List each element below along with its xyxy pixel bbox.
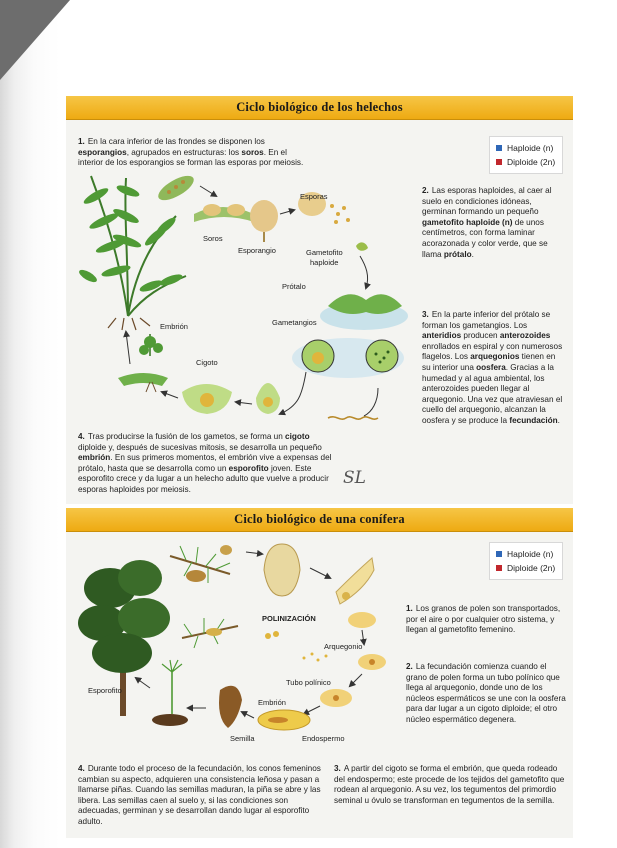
pine-branch-cones-icon [170,545,232,583]
gametangios-icon [292,338,404,378]
label-soros: Soros [203,234,223,243]
conifer-step-1: 1. Los granos de polen son transportados, por el aire o por cualquier otro sistema, y llegan al gametofito femenino. [406,604,561,635]
pollen-grains-icon [265,631,328,662]
label-esporangio: Esporangio [238,246,276,255]
label-polinizacion: POLINIZACIÓN [262,614,316,623]
ovule-icon [336,558,374,604]
legend-haploid: Haploide (n) [496,547,556,561]
textbook-page [66,96,573,840]
label-esporofito: Esporofito [88,686,122,695]
fern-step-2: 2. Las esporas haploides, al caer al suelo en condiciones idóneas, germinan formando un pequeño gametofito haploide (n) de unos centímetros, con forma laminar acorazonada y color verde, que se llama prótalo. [422,186,552,259]
legend-diploid: Diploide (2n) [496,155,556,169]
conifer-cycle-section [66,508,573,838]
label-semilla: Semilla [230,734,255,743]
conifer-step-4: 4. Durante todo el proceso de la fecundación, los conos femeninos cambian su aspecto, adquieren una consistencia leñosa y pasan a llamarse piñas. Cuando las semillas maduran, la piña se abre y las libera. Las semillas caen al suelo y, si las condiciones son adecuadas, germinan y se desarrollan dando lugar al esporofito adulto. [78,764,321,826]
fern-step-4: 4. Tras producirse la fusión de los gametos, se forma un cigoto diploide y, después de sucesivas mitosis, se desarrolla un pequeño embrión. En sus primeros momentos, el embrión vive a expensas del prótalo, hasta que se desarrolla como un esporofito joven. Este esporofito crece y da lugar a un helecho adulto que vuelve a producir esporas haploides por meiosis. [78,432,332,494]
female-gametophyte-icon [348,612,376,628]
legend-diploid: Diploide (2n) [496,561,556,575]
conifer-cycle-illustration [66,508,573,838]
male-branch-icon [182,618,238,648]
label-embrion: Embrión [258,698,286,707]
handwritten-signature: SL [343,468,366,488]
fern-step-1: 1. En la cara inferior de las frondes se disponen los esporangios, agrupados en estructuras: los soros. En el interior de los esporangios se forman las esporas por meiosis. [78,137,304,168]
seed-icon [219,686,242,728]
soros-icon [194,204,254,222]
fern-cycle-illustration [66,96,573,504]
fern-title: Ciclo biológico de los helechos [236,100,403,114]
legend-haploid: Haploide (n) [496,141,556,155]
label-gametofito: Gametofito [306,248,343,257]
label-tubo-polinico: Tubo polínico [286,678,331,687]
label-cigoto: Cigoto [196,358,218,367]
fern-cycle-section [66,96,573,504]
label-arquegonio: Arquegonio [324,642,363,651]
cone-scale-icon [264,544,300,596]
label-protalo: Prótalo [282,282,306,291]
germinating-spore-icon [356,242,368,250]
anterozoide-icon [328,417,378,419]
esporangio-icon [250,200,278,242]
protalo-icon [320,294,408,330]
conifer-step-3: 3. A partir del cigoto se forma el embrión, que queda rodeado del endospermo; este procede de los tejidos del gametofito que rodean al arquegonio. A su vez, los tegumentos del primordio seminal u óvulo se transforman en tegumentos de la semilla. [334,764,565,805]
seedling-icon [152,660,188,726]
fern-step-3: 3. En la parte inferior del prótalo se forman los gametangios. Los anteridios producen anterozoides enrollados en espiral y con numerosos flagelos. Los arquegonios tienen en su interior una oosfera. Gracias a la humedad y al agua ambiental, los anterozoides pueden llegar al arquegonio. Una vez que atraviesan el cuello del arquegonio, alcanzan la oosfera y se produce la fecundación. [422,310,563,425]
label-haploide: haploide [310,258,339,267]
label-embrion: Embrión [160,322,188,331]
embrion-icon [118,334,168,392]
folded-corner [0,0,70,80]
conifer-title: Ciclo biológico de una conífera [234,512,405,526]
label-gametangios: Gametangios [272,318,317,327]
label-endospermo: Endospermo [302,734,345,743]
label-esporas: Esporas [300,192,328,201]
cigoto-icon [182,384,232,414]
arquegonio-icon [256,383,280,414]
conifer-step-2: 2. La fecundación comienza cuando el grano de polen forma un tubo polínico que llega al arquegonio, donde uno de los núcleos espermáticos se une con la oosfera para dar lugar a un cigoto diploide; el otro núcleo espermático degenera. [406,662,566,724]
